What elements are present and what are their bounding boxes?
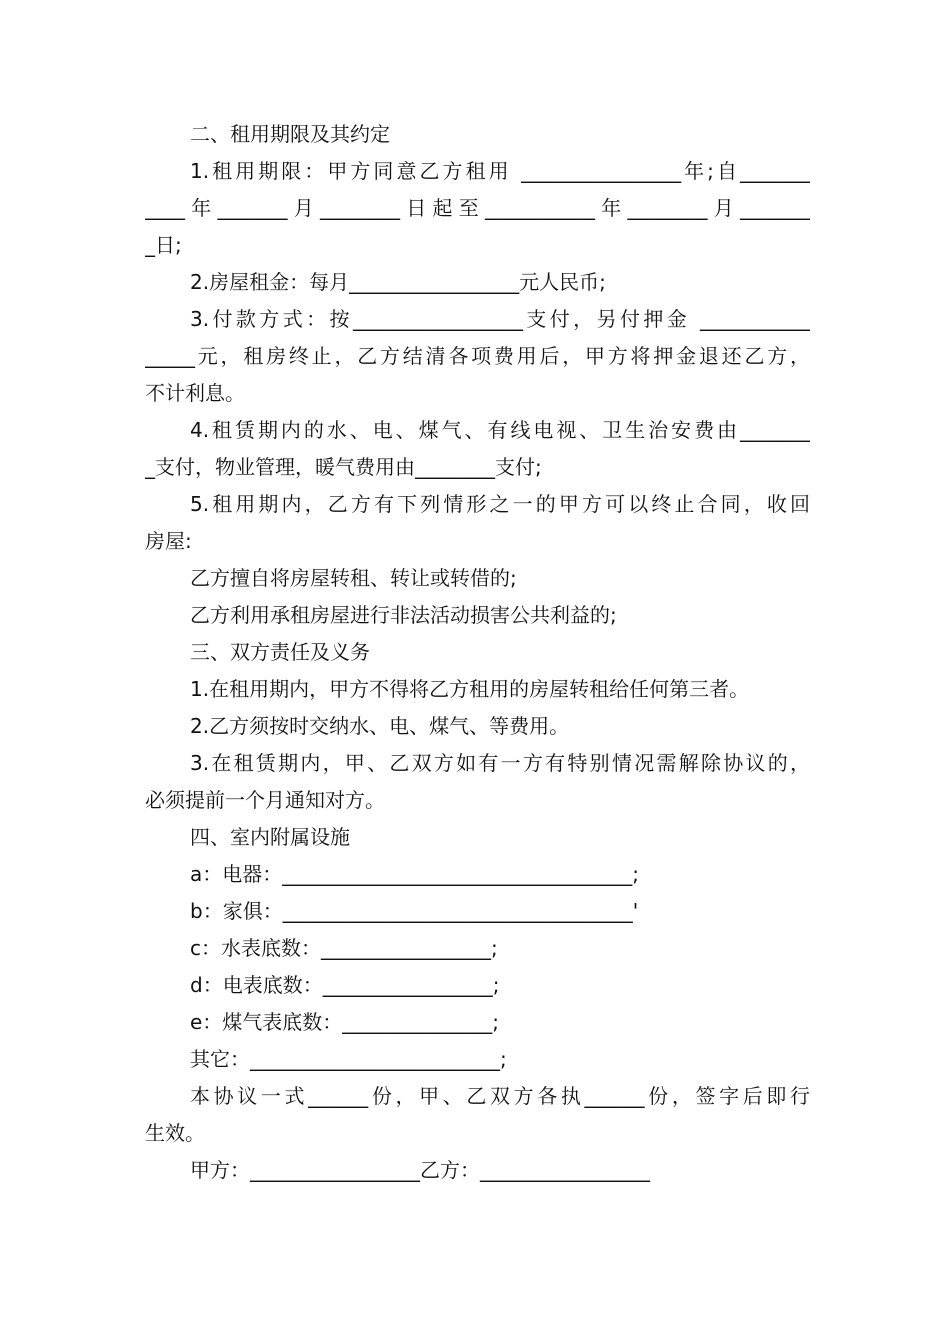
fees-clause: 4.租赁期内的水、电、煤气、有线电视、卫生治安费由_______ <box>190 418 810 442</box>
facility-furniture: b：家俱：___________________________________' <box>190 899 639 923</box>
duty-clause-3-end: 必须提前一个月通知对方。 <box>145 788 385 812</box>
copies-clause-end: 生效。 <box>145 1121 205 1145</box>
term-clause: 1.租用期限：甲方同意乙方租用 ________________年;自_______ <box>190 159 810 183</box>
termination-clause-end: 房屋: <box>145 529 192 553</box>
section-heading-facilities: 四、室内附属设施 <box>190 825 350 849</box>
fees-clause-end: _支付，物业管理，暖气费用由________支付; <box>145 455 542 479</box>
payment-clause-end: 不计利息。 <box>145 381 245 405</box>
facility-other: 其它：_________________________; <box>190 1047 507 1071</box>
copies-clause: 本协议一式______份，甲、乙双方各执______份，签字后即行 <box>190 1084 810 1108</box>
section-heading-term: 二、租用期限及其约定 <box>190 122 390 146</box>
termination-clause: 5.租用期内，乙方有下列情形之一的甲方可以终止合同，收回 <box>190 492 810 516</box>
payment-clause-cont: _____元，租房终止，乙方结清各项费用后，甲方将押金退还乙方， <box>145 344 810 368</box>
term-clause-end: _日; <box>145 233 182 257</box>
signature-line: 甲方：_________________乙方：_________________ <box>190 1158 650 1182</box>
termination-case-2: 乙方利用承租房屋进行非法活动损害公共利益的; <box>190 603 617 627</box>
rent-clause: 2.房屋租金：每月_________________元人民币; <box>190 270 606 294</box>
duty-clause-3: 3.在租赁期内，甲、乙双方如有一方有特别情况需解除协议的， <box>190 751 810 775</box>
duty-clause-2: 2.乙方须按时交纳水、电、煤气、等费用。 <box>190 714 570 738</box>
facility-gas-meter: e：煤气表底数：_______________; <box>190 1010 500 1034</box>
facility-water-meter: c：水表底数：_________________; <box>190 936 498 960</box>
payment-clause: 3.付款方式：按_________________支付，另付押金 ___________ <box>190 307 810 331</box>
term-clause-cont: ____年_______月________日起至___________年________月_______ <box>145 196 810 220</box>
facility-electric-meter: d：电表底数：_________________; <box>190 973 500 997</box>
facility-appliances: a：电器：___________________________________; <box>190 862 639 886</box>
duty-clause-1: 1.在租用期内，甲方不得将乙方租用的房屋转租给任何第三者。 <box>190 677 750 701</box>
section-heading-duties: 三、双方责任及义务 <box>190 640 370 664</box>
termination-case-1: 乙方擅自将房屋转租、转让或转借的; <box>190 566 517 590</box>
contract-page <box>145 116 810 1189</box>
